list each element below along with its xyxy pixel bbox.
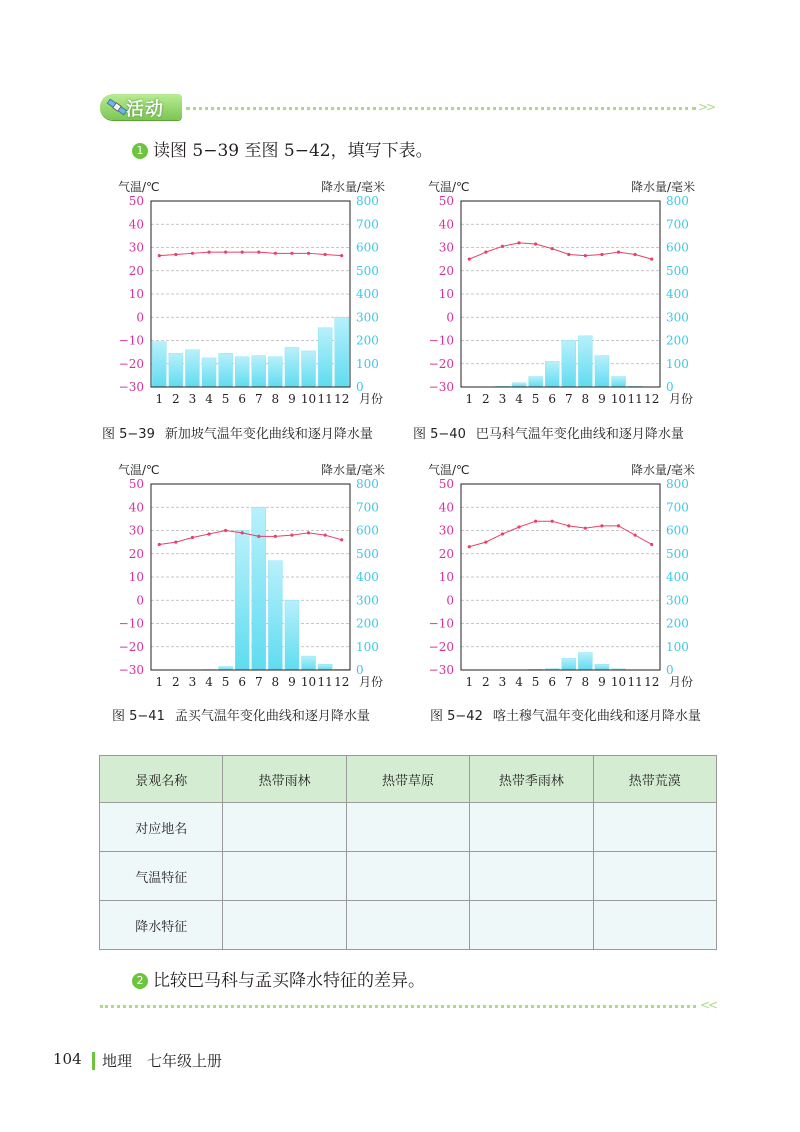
temperature-point (650, 543, 653, 546)
temp-tick-label: 50 (438, 477, 454, 491)
month-label: 10 (610, 392, 627, 406)
temp-tick-label: 10 (438, 287, 454, 301)
precip-tick-label: 600 (666, 523, 689, 538)
temperature-line (159, 252, 341, 255)
month-label: 4 (515, 392, 523, 406)
precipitation-bar (202, 358, 216, 387)
answer-cell[interactable] (470, 852, 593, 901)
temp-tick-label: 0 (446, 310, 454, 325)
activity-badge (100, 94, 182, 120)
table-row (100, 901, 717, 950)
temperature-point (468, 545, 471, 548)
precipitation-bar (235, 357, 249, 387)
divider-arrows-left-icon: << (700, 998, 717, 1012)
temperature-point (158, 543, 161, 546)
temp-tick-label: −30 (118, 380, 144, 394)
precipitation-bar (595, 664, 609, 670)
task-1-number: 1 (132, 143, 148, 159)
precip-tick-label: 100 (666, 356, 689, 371)
precipitation-bar (335, 317, 349, 387)
precipitation-bar (169, 353, 183, 387)
temp-tick-label: 20 (438, 546, 454, 561)
temperature-point (174, 253, 177, 256)
precipitation-bar (302, 656, 316, 670)
precipitation-bar (268, 561, 282, 670)
answer-cell[interactable] (223, 901, 346, 950)
y-left-axis-title: 气温/℃ (118, 463, 160, 477)
temperature-point (241, 251, 244, 254)
temp-tick-label: 10 (128, 287, 144, 301)
temp-tick-label: 10 (128, 570, 144, 584)
precip-tick-label: 300 (666, 593, 689, 608)
precipitation-bar (252, 356, 266, 387)
temperature-point (517, 241, 520, 244)
month-label: 4 (205, 675, 213, 689)
month-label: 2 (482, 392, 490, 406)
month-label: 12 (644, 392, 660, 406)
month-label: 11 (317, 392, 333, 406)
table-header-cell: 热带荒漠 (593, 756, 716, 803)
temperature-point (290, 252, 293, 255)
temperature-point (191, 252, 194, 255)
precip-tick-label: 400 (666, 287, 689, 301)
activity-title: 活动 (126, 99, 164, 120)
temperature-point (501, 532, 504, 535)
temp-tick-label: 0 (136, 593, 144, 608)
temperature-point (224, 251, 227, 254)
month-label: 1 (465, 675, 474, 689)
temperature-point (324, 534, 327, 537)
temp-tick-label: 30 (128, 240, 144, 255)
answer-cell[interactable] (346, 901, 469, 950)
temperature-point (207, 251, 210, 254)
precip-tick-label: 400 (356, 287, 379, 301)
month-label: 9 (288, 392, 296, 406)
temperature-point (257, 251, 260, 254)
precip-tick-label: 0 (666, 380, 674, 394)
precip-tick-label: 700 (666, 217, 689, 232)
temperature-point (290, 534, 293, 537)
temperature-point (340, 254, 343, 257)
answer-cell[interactable] (346, 852, 469, 901)
temp-tick-label: 40 (128, 217, 144, 232)
temp-tick-label: −20 (118, 639, 144, 654)
precipitation-bar (562, 341, 576, 388)
task-1 (132, 136, 433, 161)
precip-tick-label: 300 (356, 593, 379, 608)
caption-title: 喀土穆气温年变化曲线和逐月降水量 (492, 709, 701, 724)
month-label: 12 (334, 392, 350, 406)
temp-tick-label: 30 (438, 240, 454, 255)
precip-tick-label: 600 (356, 523, 379, 538)
month-label: 6 (548, 392, 557, 406)
chart-khartoum (410, 463, 730, 693)
temp-tick-label: 50 (128, 477, 144, 491)
month-label: 12 (334, 675, 350, 689)
precip-tick-label: 500 (666, 546, 689, 561)
temp-tick-label: 20 (128, 546, 144, 561)
month-label: 7 (254, 675, 263, 689)
precip-tick-label: 500 (356, 546, 379, 561)
precip-tick-label: 800 (356, 477, 379, 491)
y-right-axis-title: 降水量/毫米 (630, 180, 695, 194)
caption-title: 新加坡气温年变化曲线和逐月降水量 (164, 427, 373, 442)
precip-tick-label: 400 (666, 570, 689, 584)
activity-divider-bottom (100, 1005, 696, 1008)
temp-tick-label: 40 (438, 500, 454, 515)
footer-divider (92, 1052, 95, 1070)
precipitation-bar (252, 507, 266, 670)
answer-cell[interactable] (593, 901, 716, 950)
temperature-line (469, 243, 651, 259)
temperature-point (191, 536, 194, 539)
precip-tick-label: 200 (356, 333, 379, 348)
month-label: 5 (221, 392, 230, 406)
temperature-point (567, 524, 570, 527)
answer-cell[interactable] (470, 901, 593, 950)
month-label: 4 (515, 675, 523, 689)
month-label: 9 (598, 675, 606, 689)
temperature-point (634, 253, 637, 256)
precipitation-bar (318, 328, 332, 387)
x-axis-unit: 月份 (359, 675, 384, 689)
chart-mumbai (100, 463, 420, 693)
month-label: 4 (205, 392, 213, 406)
answer-cell[interactable] (223, 803, 346, 852)
temperature-point (158, 254, 161, 257)
temperature-point (224, 529, 227, 532)
temperature-point (551, 520, 554, 523)
temperature-point (517, 525, 520, 528)
answer-cell[interactable] (346, 803, 469, 852)
caption-fig-number: 图 5−39 (102, 427, 155, 442)
precip-tick-label: 700 (356, 500, 379, 515)
month-label: 11 (317, 675, 333, 689)
answer-cell[interactable] (223, 852, 346, 901)
precip-tick-label: 200 (666, 333, 689, 348)
chart-singapore (100, 180, 420, 410)
task-2 (132, 966, 425, 991)
temperature-point (324, 253, 327, 256)
month-label: 3 (498, 392, 507, 406)
temp-tick-label: 30 (128, 523, 144, 538)
precipitation-bar (219, 667, 233, 670)
precipitation-bar (318, 664, 332, 670)
temperature-point (307, 252, 310, 255)
precip-tick-label: 0 (666, 663, 674, 677)
precip-tick-label: 500 (356, 263, 379, 278)
precipitation-bar (545, 361, 559, 387)
temp-tick-label: −30 (428, 380, 454, 394)
temp-tick-label: −20 (118, 356, 144, 371)
month-label: 7 (254, 392, 263, 406)
temp-tick-label: 10 (438, 570, 454, 584)
temp-tick-label: 40 (438, 217, 454, 232)
caption-fig-5-41 (112, 705, 370, 724)
y-left-axis-title: 气温/℃ (428, 463, 470, 477)
month-label: 12 (644, 675, 660, 689)
month-label: 5 (531, 675, 540, 689)
temperature-line (469, 521, 651, 547)
temperature-point (584, 254, 587, 257)
plot-frame (151, 484, 350, 670)
temp-tick-label: −30 (428, 663, 454, 677)
task-1-text: 读图 5−39 至图 5−42，填写下表。 (153, 141, 433, 161)
month-label: 8 (271, 392, 280, 406)
temp-tick-label: −10 (428, 333, 454, 348)
temp-tick-label: 0 (446, 593, 454, 608)
temp-tick-label: 0 (136, 310, 144, 325)
month-label: 10 (300, 675, 317, 689)
page-number: 104 (53, 1050, 82, 1068)
temp-tick-label: 40 (128, 500, 144, 515)
caption-fig-number: 图 5−40 (413, 427, 466, 442)
precipitation-bar (152, 342, 166, 387)
month-label: 6 (238, 392, 247, 406)
month-label: 8 (581, 675, 590, 689)
temp-tick-label: −20 (428, 639, 454, 654)
temperature-point (584, 527, 587, 530)
month-label: 6 (238, 675, 247, 689)
month-label: 7 (564, 675, 573, 689)
temp-tick-label: −20 (428, 356, 454, 371)
temp-tick-label: 30 (438, 523, 454, 538)
chart-bamako (410, 180, 730, 410)
table-row (100, 803, 717, 852)
precip-tick-label: 700 (356, 217, 379, 232)
precip-tick-label: 100 (666, 639, 689, 654)
month-label: 6 (548, 675, 557, 689)
month-label: 11 (627, 392, 643, 406)
divider-arrows-right-icon: >> (698, 100, 715, 114)
precipitation-bar (612, 377, 626, 387)
month-label: 8 (581, 392, 590, 406)
landscape-table (99, 755, 717, 950)
precip-tick-label: 300 (666, 310, 689, 325)
month-label: 1 (155, 392, 164, 406)
answer-cell[interactable] (593, 852, 716, 901)
temperature-point (307, 531, 310, 534)
precipitation-bar (578, 653, 592, 670)
table-header-cell: 热带雨林 (223, 756, 346, 803)
precipitation-bar (285, 347, 299, 387)
precip-tick-label: 100 (356, 639, 379, 654)
precip-tick-label: 700 (666, 500, 689, 515)
precip-tick-label: 200 (356, 616, 379, 631)
precip-tick-label: 500 (666, 263, 689, 278)
caption-fig-5-40 (413, 423, 684, 442)
precip-tick-label: 600 (666, 240, 689, 255)
temperature-point (274, 252, 277, 255)
y-left-axis-title: 气温/℃ (118, 180, 160, 194)
precip-tick-label: 400 (356, 570, 379, 584)
temperature-point (617, 524, 620, 527)
month-label: 9 (598, 392, 606, 406)
temperature-point (600, 524, 603, 527)
row-label: 对应地名 (100, 803, 223, 852)
precip-tick-label: 300 (356, 310, 379, 325)
temperature-point (468, 258, 471, 261)
temp-tick-label: 50 (438, 194, 454, 208)
temperature-point (340, 538, 343, 541)
precipitation-bar (235, 531, 249, 671)
month-label: 9 (288, 675, 296, 689)
precipitation-bar (219, 353, 233, 387)
temperature-point (617, 251, 620, 254)
temperature-point (600, 253, 603, 256)
caption-fig-5-39 (102, 423, 373, 442)
x-axis-unit: 月份 (359, 392, 384, 406)
temperature-point (241, 531, 244, 534)
month-label: 2 (172, 675, 180, 689)
precipitation-bar (578, 336, 592, 387)
precipitation-bar (529, 377, 543, 387)
month-label: 10 (300, 392, 317, 406)
answer-cell[interactable] (470, 803, 593, 852)
temperature-point (484, 251, 487, 254)
temperature-point (650, 258, 653, 261)
precip-tick-label: 800 (666, 194, 689, 208)
row-label: 降水特征 (100, 901, 223, 950)
precip-tick-label: 0 (356, 380, 364, 394)
task-2-number: 2 (132, 973, 148, 989)
month-label: 10 (610, 675, 627, 689)
precip-tick-label: 600 (356, 240, 379, 255)
month-label: 3 (498, 675, 507, 689)
activity-divider-top (186, 107, 696, 110)
temp-tick-label: −10 (118, 616, 144, 631)
temperature-point (484, 541, 487, 544)
temp-tick-label: −30 (118, 663, 144, 677)
y-right-axis-title: 降水量/毫米 (630, 463, 695, 477)
table-row (100, 852, 717, 901)
temperature-point (257, 535, 260, 538)
precipitation-bar (302, 351, 316, 387)
temperature-point (501, 245, 504, 248)
table-header-row (100, 756, 717, 803)
y-right-axis-title: 降水量/毫米 (320, 463, 385, 477)
month-label: 3 (188, 675, 197, 689)
month-label: 1 (465, 392, 474, 406)
temperature-point (274, 535, 277, 538)
caption-title: 孟买气温年变化曲线和逐月降水量 (174, 709, 370, 724)
temp-tick-label: 20 (128, 263, 144, 278)
month-label: 5 (221, 675, 230, 689)
temperature-point (567, 253, 570, 256)
precipitation-bar (185, 350, 199, 387)
table-header-cell: 热带季雨林 (470, 756, 593, 803)
temperature-point (207, 532, 210, 535)
precip-tick-label: 200 (666, 616, 689, 631)
caption-fig-number: 图 5−41 (112, 709, 165, 724)
precipitation-bar (562, 658, 576, 670)
y-right-axis-title: 降水量/毫米 (320, 180, 385, 194)
temperature-line (159, 531, 341, 545)
precipitation-bar (595, 356, 609, 387)
task-2-text: 比较巴马科与孟买降水特征的差异。 (153, 971, 425, 991)
precipitation-bar (268, 357, 282, 387)
precipitation-bar (285, 600, 299, 670)
caption-fig-number: 图 5−42 (430, 709, 483, 724)
temp-tick-label: 50 (128, 194, 144, 208)
book-title: 地理 七年级上册 (102, 1052, 223, 1070)
month-label: 2 (172, 392, 180, 406)
row-label: 气温特征 (100, 852, 223, 901)
temperature-point (534, 520, 537, 523)
month-label: 11 (627, 675, 643, 689)
table-header-cell: 景观名称 (100, 756, 223, 803)
month-label: 3 (188, 392, 197, 406)
precip-tick-label: 800 (356, 194, 379, 208)
temperature-point (634, 534, 637, 537)
temperature-point (174, 541, 177, 544)
plot-frame (461, 201, 660, 387)
precipitation-bar (512, 383, 526, 387)
temperature-point (551, 247, 554, 250)
month-label: 5 (531, 392, 540, 406)
precip-tick-label: 800 (666, 477, 689, 491)
precip-tick-label: 100 (356, 356, 379, 371)
answer-cell[interactable] (593, 803, 716, 852)
x-axis-unit: 月份 (669, 675, 694, 689)
x-axis-unit: 月份 (669, 392, 694, 406)
table-header-cell: 热带草原 (346, 756, 469, 803)
caption-fig-5-42 (430, 705, 701, 724)
month-label: 1 (155, 675, 164, 689)
temp-tick-label: −10 (118, 333, 144, 348)
y-left-axis-title: 气温/℃ (428, 180, 470, 194)
temp-tick-label: 20 (438, 263, 454, 278)
temperature-point (534, 242, 537, 245)
month-label: 8 (271, 675, 280, 689)
caption-title: 巴马科气温年变化曲线和逐月降水量 (475, 427, 684, 442)
precip-tick-label: 0 (356, 663, 364, 677)
satellite-icon (106, 96, 128, 118)
plot-frame (461, 484, 660, 670)
month-label: 7 (564, 392, 573, 406)
month-label: 2 (482, 675, 490, 689)
temp-tick-label: −10 (428, 616, 454, 631)
